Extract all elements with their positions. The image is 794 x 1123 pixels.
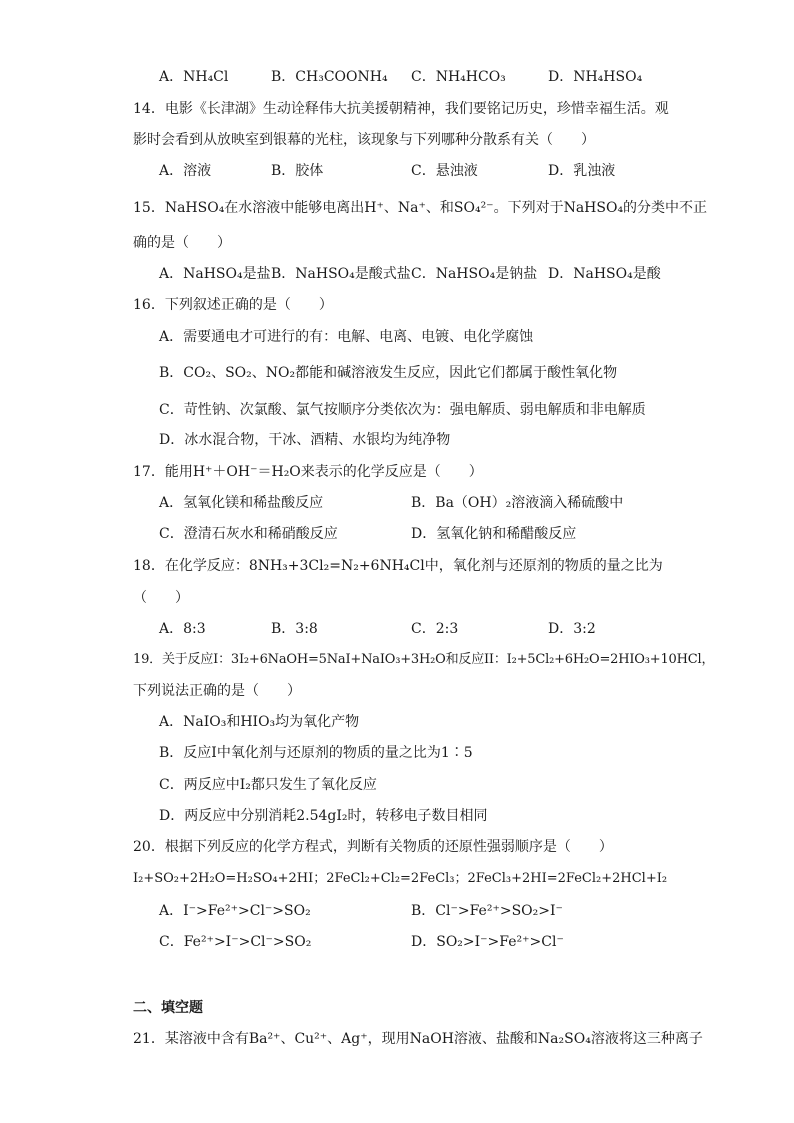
q15-option-d: D．NaHSO₄是酸	[548, 266, 661, 282]
q14-stem-line1: 14．电影《长津湖》生动诠释伟大抗美援朝精神，我们要铭记历史，珍惜幸福生活。观	[133, 101, 669, 117]
q19-option-a: A．NaIO₃和HIO₃均为氧化产物	[159, 714, 360, 730]
q17-option-d: D．氢氧化钠和稀醋酸反应	[411, 526, 577, 542]
q14-option-a: A．溶液	[159, 163, 212, 179]
q16-stem: 16．下列叙述正确的是（ ）	[133, 297, 333, 313]
q16-option-a: A．需要通电才可进行的有：电解、电离、电镀、电化学腐蚀	[159, 329, 534, 345]
q20-option-a: A．I⁻>Fe²⁺>Cl⁻>SO₂	[159, 903, 311, 919]
q20-option-c: C．Fe²⁺>I⁻>Cl⁻>SO₂	[159, 934, 312, 950]
q16-option-b: B．CO₂、SO₂、NO₂都能和碱溶液发生反应，因此它们都属于酸性氧化物	[159, 365, 618, 381]
q19-option-c: C．两反应中I₂都只发生了氧化反应	[159, 777, 377, 793]
q19-option-b: B．反应I中氧化剂与还原剂的物质的量之比为1∶5	[159, 745, 473, 761]
q13-option-d: D．NH₄HSO₄	[548, 69, 643, 85]
q18-option-b: B．3:8	[271, 621, 318, 637]
q20-option-d: D．SO₂>I⁻>Fe²⁺>Cl⁻	[411, 934, 564, 950]
q14-stem-line2: 影时会看到从放映室到银幕的光柱，该现象与下列哪种分散系有关（ ）	[133, 132, 595, 148]
q18-option-a: A．8:3	[159, 621, 206, 637]
section-title: 二、填空题	[133, 1000, 203, 1016]
q18-stem-line1: 18．在化学反应：8NH₃+3Cl₂=N₂+6NH₄Cl中，氧化剂与还原剂的物质的量之比为	[133, 558, 663, 574]
q16-option-c: C．苛性钠、次氯酸、氯气按顺序分类依次为：强电解质、弱电解质和非电解质	[159, 402, 646, 418]
q18-option-d: D．3:2	[548, 621, 596, 637]
q17-option-a: A．氢氧化镁和稀盐酸反应	[159, 495, 324, 511]
q19-stem-line1: 19．关于反应I：3I₂+6NaOH=5NaI+NaIO₃+3H₂O和反应II：I₂+5Cl₂+6H₂O=2HIO₃+10HCl，	[133, 652, 715, 667]
q21-stem-line1: 21．某溶液中含有Ba²⁺、Cu²⁺、Ag⁺，现用NaOH溶液、盐酸和Na₂SO₄溶液将这三种离子	[133, 1031, 703, 1047]
q13-option-c: C．NH₄HCO₃	[411, 69, 506, 85]
q15-option-b: B．NaHSO₄是酸式盐	[271, 266, 411, 282]
q15-option-a: A．NaHSO₄是盐	[159, 266, 271, 282]
q16-option-d: D．冰水混合物，干冰、酒精、水银均为纯净物	[159, 432, 451, 448]
q14-option-c: C．悬浊液	[411, 163, 478, 179]
q20-equations: I₂+SO₂+2H₂O=H₂SO₄+2HI；2FeCl₂+Cl₂=2FeCl₃；2FeCl₃+2HI=2FeCl₂+2HCl+I₂	[133, 871, 668, 886]
q13-option-b: B．CH₃COONH₄	[271, 69, 388, 85]
q20-option-b: B．Cl⁻>Fe²⁺>SO₂>I⁻	[411, 903, 563, 919]
q20-stem: 20．根据下列反应的化学方程式，判断有关物质的还原性强弱顺序是（ ）	[133, 839, 613, 855]
q13-option-a: A．NH₄Cl	[159, 69, 229, 85]
q18-stem-line2: （ ）	[133, 590, 189, 606]
q15-stem-line2: 确的是（ ）	[133, 235, 231, 251]
q19-stem-line2: 下列说法正确的是（ ）	[133, 683, 301, 699]
q18-option-c: C．2:3	[411, 621, 459, 637]
q19-option-d: D．两反应中分别消耗2.54gI₂时，转移电子数目相同	[159, 808, 488, 824]
q17-option-b: B．Ba（OH）₂溶液滴入稀硫酸中	[411, 495, 624, 511]
q17-stem: 17．能用H⁺＋OH⁻＝H₂O来表示的化学反应是（ ）	[133, 464, 483, 480]
q15-stem-line1: 15．NaHSO₄在水溶液中能够电离出H⁺、Na⁺、和SO₄²⁻。下列对于NaHSO₄的分类中不正	[133, 200, 708, 216]
q14-option-b: B．胶体	[271, 163, 324, 179]
q15-option-c: C．NaHSO₄是钠盐	[411, 266, 538, 282]
q14-option-d: D．乳浊液	[548, 163, 616, 179]
q17-option-c: C．澄清石灰水和稀硝酸反应	[159, 526, 338, 542]
